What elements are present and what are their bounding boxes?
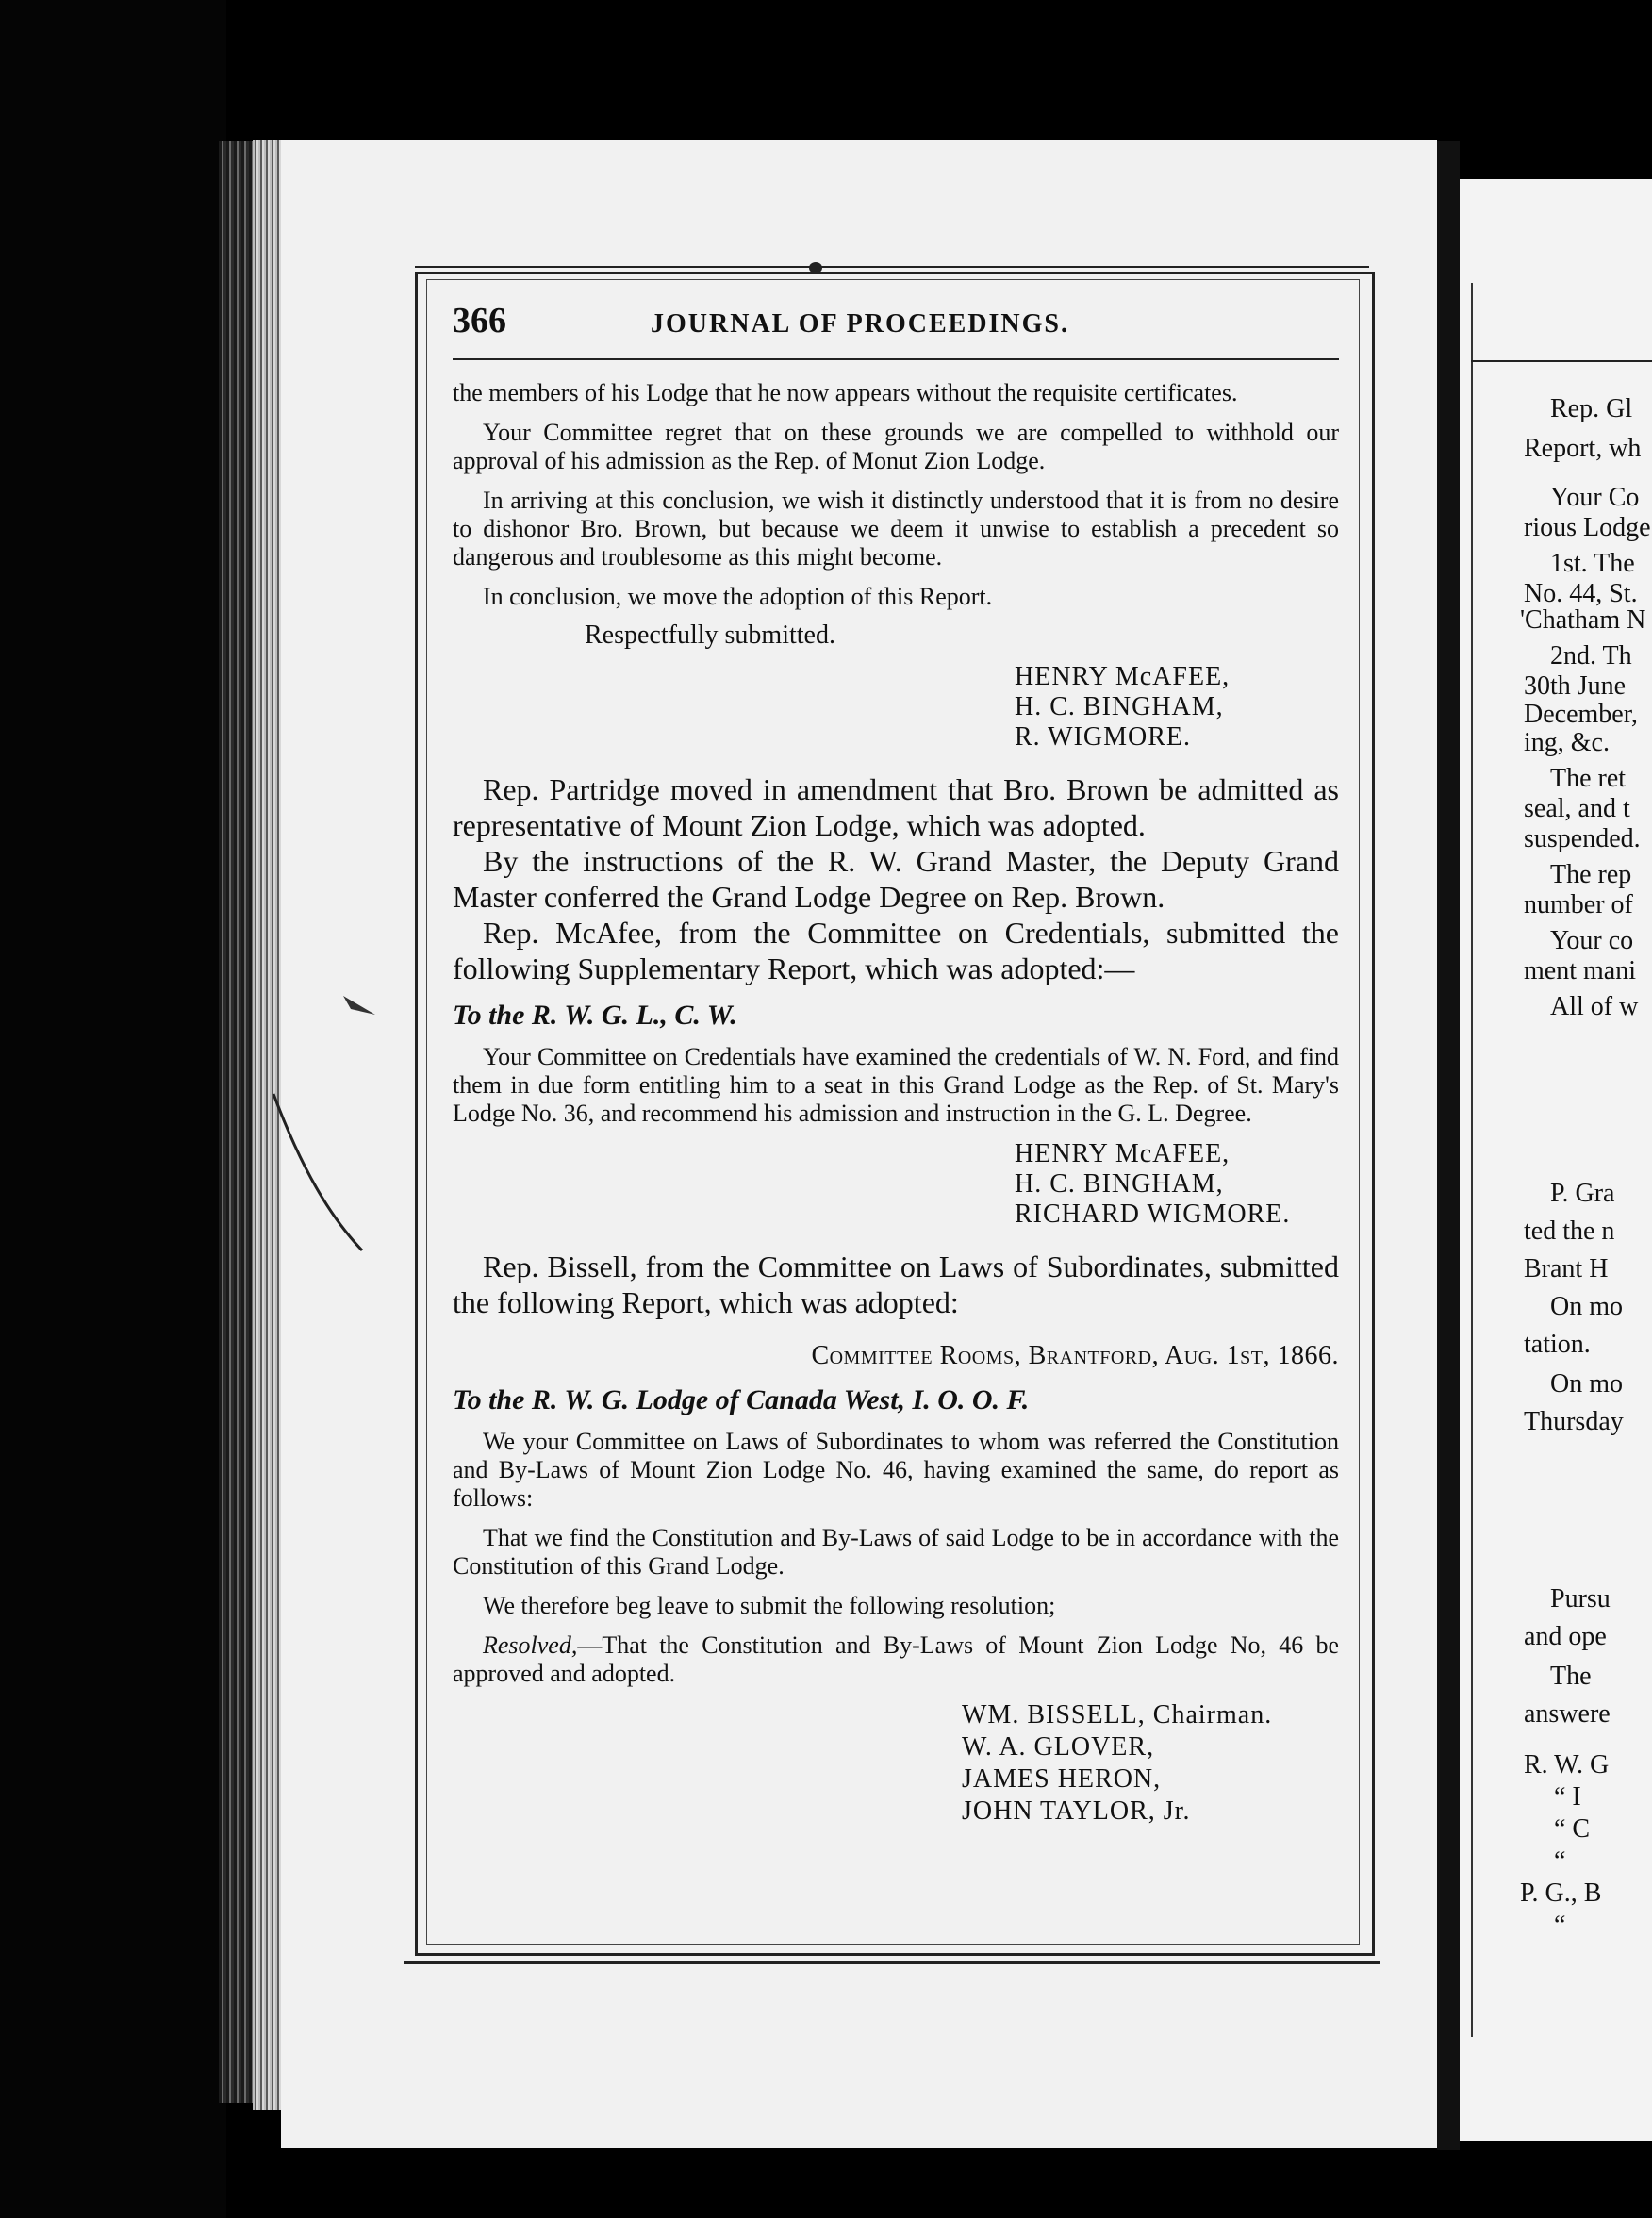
right-page-line: P. G., B — [1520, 1879, 1602, 1908]
bottom-rule — [404, 1961, 1380, 1964]
signature-block — [453, 1699, 1339, 1828]
right-page-line: On mo — [1550, 1369, 1623, 1399]
right-page-line: Thursday — [1524, 1407, 1624, 1436]
right-page-line: Your co — [1550, 926, 1634, 955]
right-page-line: P. Gra — [1550, 1179, 1615, 1208]
right-page-line: The — [1550, 1662, 1592, 1691]
paragraph: Your Committee on Credentials have examined the credentials of W. N. Ford, and find them in due form entitling him to a seat in this Grand Lodge as the Rep. of St. Mary's Lodge No. 36, and recommend his admission and instruction in the G. L. Degree. — [453, 1043, 1339, 1127]
right-page-line: December, — [1524, 700, 1638, 729]
resolution-text: —That the Constitution and By-Laws of Mount Zion Lodge No, 46 be approved and adopted. — [453, 1631, 1339, 1687]
signature-line: HENRY McAFEE, — [1015, 662, 1231, 691]
paragraph: By the instructions of the R. W. Grand Master, the Deputy Grand Master conferred the Grand Lodge Degree on Rep. Brown. — [453, 844, 1339, 914]
signature-line: W. A. GLOVER, — [962, 1732, 1155, 1762]
right-page-line: “ C — [1554, 1814, 1591, 1844]
book-binding-edge — [219, 141, 256, 2103]
signature-line: JOHN TAYLOR, Jr. — [962, 1796, 1191, 1826]
right-page-line: The rep — [1550, 860, 1632, 889]
running-head: JOURNAL OF PROCEEDINGS. — [651, 309, 1070, 339]
resolved-label: Resolved, — [483, 1631, 578, 1659]
signature-block — [453, 662, 1339, 753]
page-gutter — [1437, 141, 1460, 2150]
right-page-line: Your Co — [1550, 483, 1640, 512]
right-page-line: ing, &c. — [1524, 728, 1610, 757]
right-page-line: suspended. — [1524, 824, 1641, 853]
paragraph: In arriving at this conclusion, we wish it distinctly understood that it is from no desire to dishonor Bro. Brown, but because we deem it unwise to establish a precedent so dangerous and troublesome as this might become. — [453, 487, 1339, 571]
right-page-line: ment mani — [1524, 956, 1636, 985]
right-page-line: tation. — [1524, 1330, 1591, 1359]
signature-line: H. C. BINGHAM, — [1015, 692, 1224, 721]
signature-line: RICHARD WIGMORE. — [1015, 1200, 1291, 1229]
paragraph: Rep. McAfee, from the Committee on Credentials, submitted the following Supplementary Report, which was adopted:— — [453, 916, 1339, 985]
signature-line: HENRY McAFEE, — [1015, 1139, 1231, 1168]
right-page-line: “ — [1554, 1911, 1566, 1940]
right-page-line: R. W. G — [1524, 1750, 1610, 1779]
right-page-line: answere — [1524, 1699, 1611, 1729]
address-heading: To the R. W. G. L., C. W. — [453, 1000, 737, 1031]
right-page-header-rule — [1471, 360, 1652, 362]
right-page-line: “ I — [1554, 1782, 1581, 1812]
right-page-line: ted the n — [1524, 1217, 1615, 1246]
page-content — [453, 300, 1339, 1828]
signature-line: WM. BISSELL, Chairman. — [962, 1700, 1273, 1730]
right-page-line: number of — [1524, 890, 1633, 919]
right-page-line: On mo — [1550, 1292, 1623, 1321]
signature-line: R. WIGMORE. — [1015, 722, 1192, 752]
book-spine-shadow — [0, 0, 226, 2218]
right-page-line: rious Lodge — [1524, 513, 1651, 542]
right-page-line: The ret — [1550, 764, 1627, 793]
right-page-line: 30th June — [1524, 671, 1627, 701]
paragraph: We therefore beg leave to submit the following resolution; — [483, 1592, 1056, 1619]
signature-line: JAMES HERON, — [962, 1764, 1162, 1794]
ornament-dot — [809, 262, 822, 273]
right-page-fragment — [1460, 179, 1652, 2141]
right-page-line: 'Chatham N — [1520, 605, 1646, 635]
right-page-line: 2nd. Th — [1550, 641, 1632, 670]
paragraph: the members of his Lodge that he now appears without the requisite certificates. — [453, 379, 1238, 406]
right-page-line: No. 44, St. — [1524, 579, 1638, 608]
paragraph: In conclusion, we move the adoption of this Report. — [483, 583, 993, 610]
top-ornament-rule — [415, 266, 1369, 268]
paragraph: We your Committee on Laws of Subordinates to whom was referred the Constitution and By-Laws of Mount Zion Lodge No. 46, having examined the same, do report as follows: — [453, 1428, 1339, 1512]
right-page-line: Brant H — [1524, 1254, 1609, 1283]
page-header — [453, 300, 1339, 360]
right-page-line: and ope — [1524, 1622, 1607, 1651]
right-page-line: Pursu — [1550, 1584, 1611, 1614]
signature-line: H. C. BINGHAM, — [1015, 1169, 1224, 1199]
resolution-paragraph — [453, 1631, 1339, 1688]
signature-block — [453, 1139, 1339, 1230]
address-heading: To the R. W. G. Lodge of Canada West, I. O. O. F. — [453, 1384, 1030, 1415]
right-page-line: Rep. Gl — [1550, 394, 1633, 423]
paragraph: Your Committee regret that on these grounds we are compelled to withhold our approval of his admission as the Rep. of Monut Zion Lodge. — [453, 419, 1339, 474]
page-number: 366 — [453, 301, 506, 340]
right-page-line: All of w — [1550, 992, 1639, 1021]
paragraph: Rep. Bissell, from the Committee on Laws of Subordinates, submitted the following Report, which was adopted: — [453, 1250, 1339, 1319]
right-page-line: seal, and t — [1524, 794, 1630, 823]
right-page-line: “ — [1554, 1846, 1566, 1876]
margin-pencil-mark — [264, 962, 377, 1264]
paragraph: That we find the Constitution and By-Laws of said Lodge to be in accordance with the Constitution of this Grand Lodge. — [453, 1524, 1339, 1580]
right-page-line: Report, wh — [1524, 434, 1642, 463]
respectfully-line: Respectfully submitted. — [585, 621, 835, 650]
paragraph: Rep. Partridge moved in amendment that Bro. Brown be admitted as representative of Mount Zion Lodge, which was adopted. — [453, 772, 1339, 842]
dateline: Committee Rooms, Brantford, Aug. 1st, 1866. — [811, 1341, 1339, 1370]
right-page-line: 1st. The — [1550, 549, 1635, 578]
